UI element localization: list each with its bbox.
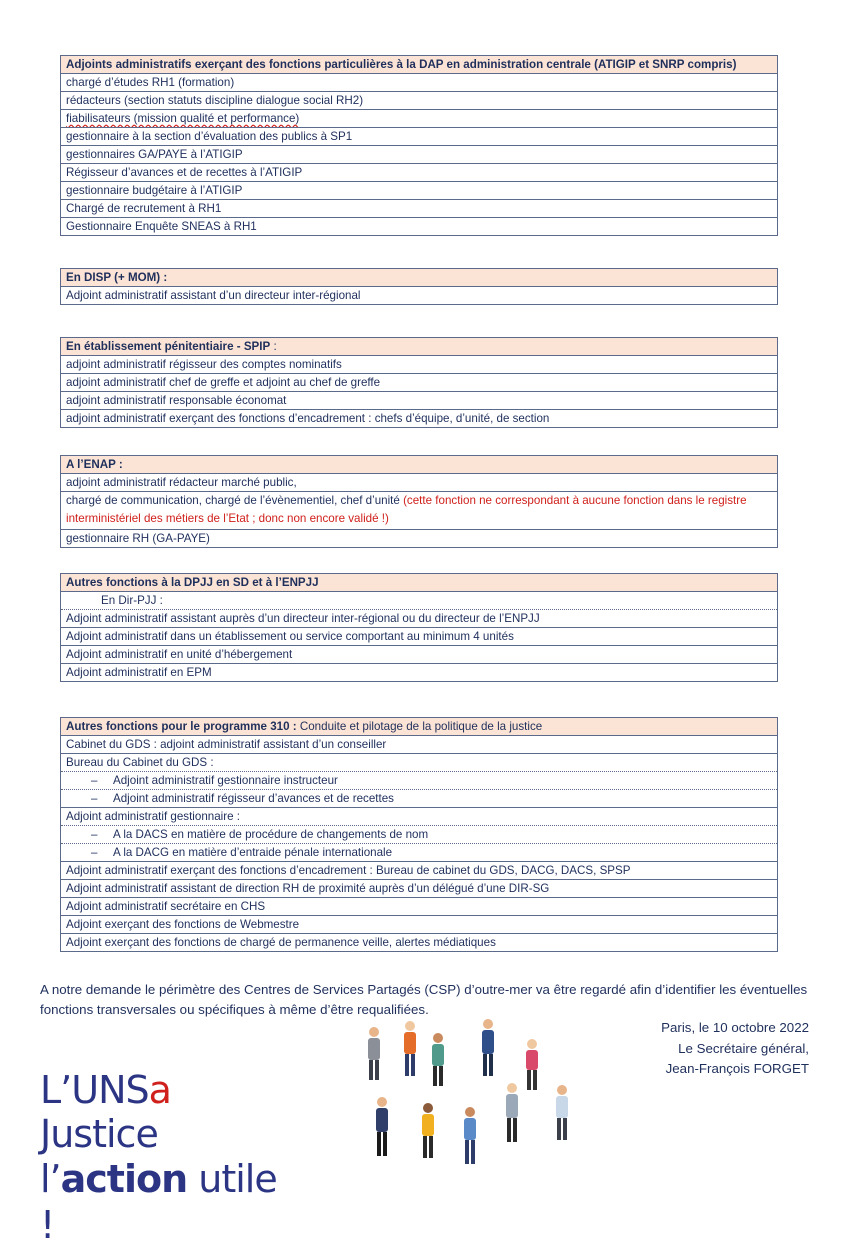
row-text: Adjoint administratif régisseur d’avances et de recettes: [113, 792, 394, 805]
table-header: Adjoints administratifs exerçant des fonctions particulières à la DAP en administration centrale (ATIGIP et SNRP compris): [61, 56, 777, 74]
unsa-justice-logo: [40, 1068, 286, 1248]
table-row: Adjoint administratif secrétaire en CHS: [61, 898, 777, 916]
person-figure: [376, 1097, 388, 1156]
table-subheader: En Dir-PJJ :: [61, 592, 777, 610]
table-enap: [60, 455, 778, 548]
header-text: En établissement pénitentiaire - SPIP: [66, 340, 271, 353]
logo-line-1: [40, 1068, 286, 1156]
row-text: A la DACG en matière d’entraide pénale internationale: [113, 846, 393, 859]
people-illustration: [352, 1018, 592, 1194]
table-row: Chargé de recrutement à RH1: [61, 200, 777, 218]
signatory-name: Jean-François FORGET: [665, 1061, 809, 1076]
table-disp: [60, 268, 778, 305]
table-row: adjoint administratif chef de greffe et adjoint au chef de greffe: [61, 374, 777, 392]
row-text: chargé de communication, chargé de l’évènementiel, chef d’unité: [66, 494, 404, 507]
table-dap-central: [60, 55, 778, 236]
person-figure: [556, 1085, 568, 1140]
table-row: gestionnaires GA/PAYE à l’ATIGIP: [61, 146, 777, 164]
table-row: adjoint administratif rédacteur marché public,: [61, 474, 777, 492]
table-row: Adjoint administratif dans un établissement ou service comportant au minimum 4 unités: [61, 628, 777, 646]
table-row: [61, 492, 777, 530]
dash-bullet: –: [91, 828, 98, 841]
table-row: rédacteurs (section statuts discipline dialogue social RH2): [61, 92, 777, 110]
table-row: [61, 790, 777, 808]
table-row: Adjoint administratif en unité d’hébergement: [61, 646, 777, 664]
header-text: Autres fonctions pour le programme 310 :: [66, 720, 297, 733]
logo-text-accent: a: [148, 1068, 171, 1112]
table-row: adjoint administratif exerçant des fonctions d’encadrement : chefs d’équipe, d’unité, de section: [61, 410, 777, 428]
table-row: Bureau du Cabinet du GDS :: [61, 754, 777, 772]
table-header: A l’ENAP :: [61, 456, 777, 474]
logo-text: L’UNS: [40, 1068, 149, 1112]
table-header: [61, 338, 777, 356]
table-row: adjoint administratif responsable économat: [61, 392, 777, 410]
table-row: gestionnaire budgétaire à l’ATIGIP: [61, 182, 777, 200]
table-header: Autres fonctions à la DPJJ en SD et à l’ENPJJ: [61, 574, 777, 592]
table-row: Régisseur d’avances et de recettes à l’ATIGIP: [61, 164, 777, 182]
person-figure: [368, 1027, 380, 1080]
table-row: Adjoint administratif exerçant des fonctions d’encadrement : Bureau de cabinet du GDS, DACG, DACS, SPSP: [61, 862, 777, 880]
dash-bullet: –: [91, 792, 98, 805]
table-row: gestionnaire à la section d’évaluation des publics à SP1: [61, 128, 777, 146]
person-figure: [482, 1019, 494, 1076]
row-warning-text: (cette fonction ne correspondant à aucune fonction dans le registre interministériel des métiers de l’Etat ; donc non encore validé !): [66, 494, 747, 525]
table-row: adjoint administratif régisseur des comptes nominatifs: [61, 356, 777, 374]
table-header: [61, 718, 777, 736]
table-row: chargé d’études RH1 (formation): [61, 74, 777, 92]
row-text: A la DACS en matière de procédure de changements de nom: [113, 828, 429, 841]
table-row: Adjoint exerçant des fonctions de Webmestre: [61, 916, 777, 934]
table-dpjj: [60, 573, 778, 682]
table-row: Adjoint administratif assistant d’un directeur inter-régional: [61, 287, 777, 305]
table-row: [61, 844, 777, 862]
person-figure: [404, 1021, 416, 1076]
table-row: Adjoint administratif assistant auprès d’un directeur inter-régional ou du directeur de l’ENPJJ: [61, 610, 777, 628]
closing-paragraph: A notre demande le périmètre des Centres de Services Partagés (CSP) d’outre-mer va être regardé afin d’identifier les éventuelles fonctions transversales ou spécifiques à même d’être requalifiées.: [40, 982, 808, 1017]
table-row: Adjoint administratif gestionnaire :: [61, 808, 777, 826]
row-text: Adjoint administratif gestionnaire instructeur: [113, 774, 338, 787]
header-subtitle: Conduite et pilotage de la politique de la justice: [296, 720, 543, 733]
table-row: gestionnaire RH (GA-PAYE): [61, 530, 777, 548]
person-figure: [506, 1083, 518, 1142]
table-row: [61, 772, 777, 790]
table-header: En DISP (+ MOM) :: [61, 269, 777, 287]
place-date: Paris, le 10 octobre 2022: [661, 1020, 809, 1035]
table-row: Adjoint administratif en EPM: [61, 664, 777, 682]
table-row: [61, 826, 777, 844]
person-figure: [432, 1033, 444, 1086]
table-etablissement: [60, 337, 778, 428]
signature-block: [661, 1018, 809, 1080]
table-programme-310: [60, 717, 778, 952]
dash-bullet: –: [91, 774, 98, 787]
person-figure: [422, 1103, 434, 1158]
signatory-title: Le Secrétaire général,: [678, 1040, 809, 1056]
logo-text: Justice: [40, 1112, 158, 1156]
table-row: Gestionnaire Enquête SNEAS à RH1: [61, 218, 777, 236]
person-figure: [464, 1107, 476, 1164]
table-row: Cabinet du GDS : adjoint administratif assistant d’un conseiller: [61, 736, 777, 754]
table-row: [61, 110, 777, 128]
dash-bullet: –: [91, 846, 98, 859]
person-figure: [526, 1039, 538, 1090]
logo-text: utile !: [40, 1157, 277, 1247]
logo-text-bold: action: [60, 1157, 188, 1201]
table-row: Adjoint exerçant des fonctions de chargé de permanence veille, alertes médiatiques: [61, 934, 777, 952]
row-text: fiabilisateurs (mission qualité et performance): [66, 112, 300, 125]
logo-text: l’: [40, 1157, 61, 1201]
logo-line-2: [40, 1156, 286, 1248]
table-row: Adjoint administratif assistant de direction RH de proximité auprès d’un délégué d’une DIR-SG: [61, 880, 777, 898]
header-suffix: :: [270, 340, 277, 353]
